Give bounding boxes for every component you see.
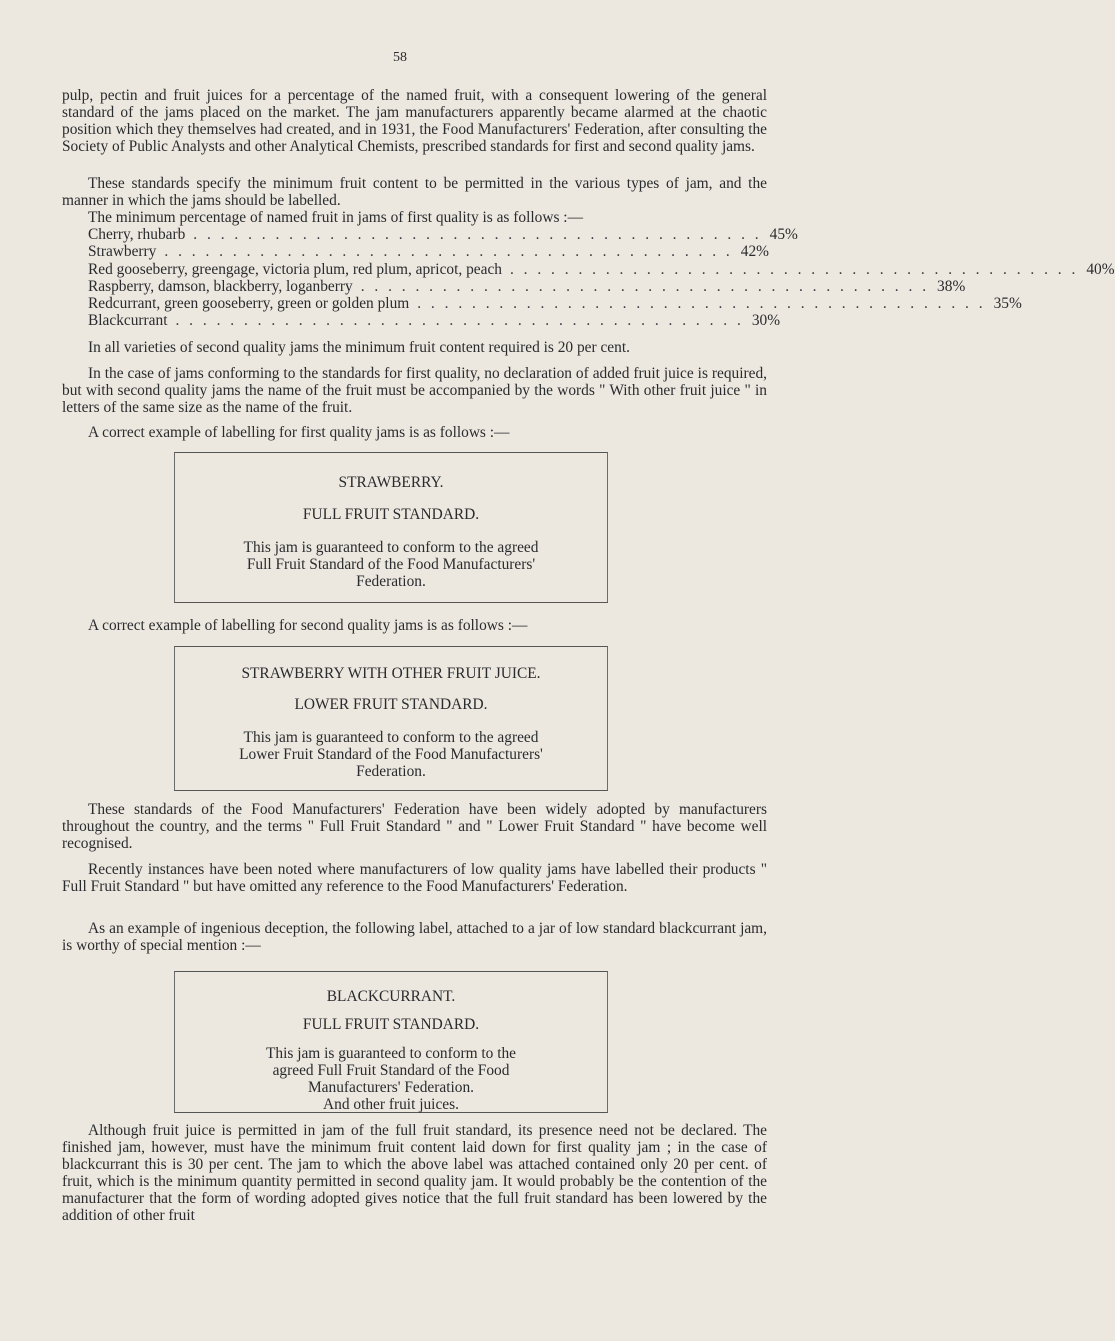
label-body bbox=[175, 729, 607, 780]
dot-leader: . . . . . . . . . . . . . . . . . . . . . . . . . . . . . . . . . . . . . . . . . . bbox=[164, 243, 733, 261]
label-line: Lower Fruit Standard of the Food Manufacturers' bbox=[239, 746, 543, 763]
fruit-percent: 45% bbox=[769, 226, 798, 243]
label-box-second-quality bbox=[174, 646, 608, 791]
paragraph-standards: These standards specify the minimum fruit content to be permitted in the various types of jam, and the manner in which the jams should be labelled. bbox=[62, 175, 767, 209]
fruit-name: Redcurrant, green gooseberry, green or golden plum bbox=[88, 295, 410, 313]
paragraph-second-label-intro: A correct example of labelling for second quality jams is as follows :— bbox=[88, 617, 528, 634]
label-body bbox=[175, 539, 607, 590]
table-row bbox=[88, 243, 769, 261]
table-row bbox=[88, 226, 798, 243]
label-subtitle: FULL FRUIT STANDARD. bbox=[302, 1016, 480, 1033]
label-title: STRAWBERRY WITH OTHER FRUIT JUICE. bbox=[241, 665, 541, 682]
fruit-name: Raspberry, damson, blackberry, loganberry bbox=[88, 277, 353, 295]
dot-leader: . . . . . . . . . . . . . . . . . . . . . . . . . . . . . . . . . . . . . . . . . . bbox=[360, 277, 930, 295]
dot-leader: . . . . . . . . . . . . . . . . . . . . . . . . . . . . . . . . . . . . . . . . . . bbox=[175, 312, 744, 330]
label-line: Full Fruit Standard of the Food Manufacturers' bbox=[246, 556, 536, 573]
paragraph-intro: pulp, pectin and fruit juices for a percentage of the named fruit, with a consequent lowering of the general standard of the jams placed on the market. The jam manufacturers apparently became alarmed at the chaotic position which they themselves had created, and in 1931, the Food Manufacturers' Federation, after consulting the Society of Public Analysts and other Analytical Chemists, prescribed standards for first and second quality jams. bbox=[62, 87, 767, 155]
paragraph-second-quality: In all varieties of second quality jams the minimum fruit content required is 20 per cent. bbox=[88, 339, 630, 356]
dot-leader: . . . . . . . . . . . . . . . . . . . . . . . . . . . . . . . . . . . . . . . . . . bbox=[193, 226, 762, 243]
page-number: 58 bbox=[393, 50, 407, 65]
fruit-percent: 35% bbox=[993, 295, 1022, 313]
table-row bbox=[88, 277, 966, 295]
fruit-percentage-table bbox=[88, 226, 1115, 330]
label-title: BLACKCURRANT. bbox=[326, 988, 456, 1005]
fruit-name: Red gooseberry, greengage, victoria plum, red plum, apricot, peach bbox=[88, 260, 502, 278]
paragraph-first-quality-intro: The minimum percentage of named fruit in jams of first quality is as follows :— bbox=[88, 209, 583, 226]
label-box-first-quality bbox=[174, 452, 608, 603]
fruit-name: Strawberry bbox=[88, 243, 157, 261]
fruit-percent: 42% bbox=[740, 243, 769, 261]
label-box-deceptive bbox=[174, 971, 608, 1113]
paragraph-first-label-intro: A correct example of labelling for first quality jams is as follows :— bbox=[88, 424, 510, 441]
label-body bbox=[175, 1045, 607, 1113]
label-line: agreed Full Fruit Standard of the Food bbox=[272, 1062, 510, 1079]
label-subtitle: FULL FRUIT STANDARD. bbox=[302, 506, 480, 523]
dot-leader: . . . . . . . . . . . . . . . . . . . . . . . . . . . . . . . . . . . . . . . . . . bbox=[417, 295, 986, 313]
fruit-percent: 38% bbox=[937, 277, 966, 295]
label-line: This jam is guaranteed to conform to the agreed bbox=[243, 539, 539, 556]
label-line: This jam is guaranteed to conform to the bbox=[265, 1045, 517, 1062]
label-line: And other fruit juices. bbox=[323, 1096, 459, 1113]
paragraph-conclusion: Although fruit juice is permitted in jam of the full fruit standard, its presence need not be declared. The finished jam, however, must have the minimum fruit content laid down for first quality jam ; in the case of blackcurrant this is 30 per cent. The jam to which the above label was attached contained only 20 per cent. of fruit, which is the minimum quantity permitted in second quality jam. It would probably be the contention of the manufacturer that the form of wording adopted gives notice that the full fruit standard has been lowered by the addition of other fruit bbox=[62, 1122, 767, 1224]
paragraph-misuse: Recently instances have been noted where manufacturers of low quality jams have labelled their products " Full Fruit Standard " but have omitted any reference to the Food Manufacturers' Federation. bbox=[62, 861, 767, 895]
table-row bbox=[88, 312, 781, 330]
paragraph-declaration: In the case of jams conforming to the standards for first quality, no declaration of added fruit juice is required, but with second quality jams the name of the fruit must be accompanied by the words " With other fruit juice " in letters of the same size as the name of the fruit. bbox=[62, 365, 767, 416]
paragraph-adoption: These standards of the Food Manufacturers' Federation have been widely adopted by manufacturers throughout the country, and the terms " Full Fruit Standard " and " Lower Fruit Standard " have become well recognised. bbox=[62, 801, 767, 852]
dot-leader: . . . . . . . . . . . . . . . . . . . . . . . . . . . . . . . . . . . . . . . . . . bbox=[509, 260, 1079, 278]
fruit-percent: 40% bbox=[1086, 260, 1115, 278]
label-subtitle: LOWER FRUIT STANDARD. bbox=[294, 696, 488, 713]
fruit-name: Blackcurrant bbox=[88, 312, 168, 330]
fruit-percent: 30% bbox=[751, 312, 781, 330]
label-line: Manufacturers' Federation. bbox=[307, 1079, 475, 1096]
table-row bbox=[88, 260, 1115, 278]
fruit-name: Cherry, rhubarb bbox=[88, 226, 186, 243]
table-row bbox=[88, 295, 1022, 313]
label-line: Federation. bbox=[356, 573, 426, 590]
paragraph-deception-intro: As an example of ingenious deception, the following label, attached to a jar of low standard blackcurrant jam, is worthy of special mention :— bbox=[62, 920, 767, 954]
label-line: Federation. bbox=[356, 763, 426, 780]
label-title: STRAWBERRY. bbox=[338, 474, 444, 491]
label-line: This jam is guaranteed to conform to the agreed bbox=[243, 729, 539, 746]
